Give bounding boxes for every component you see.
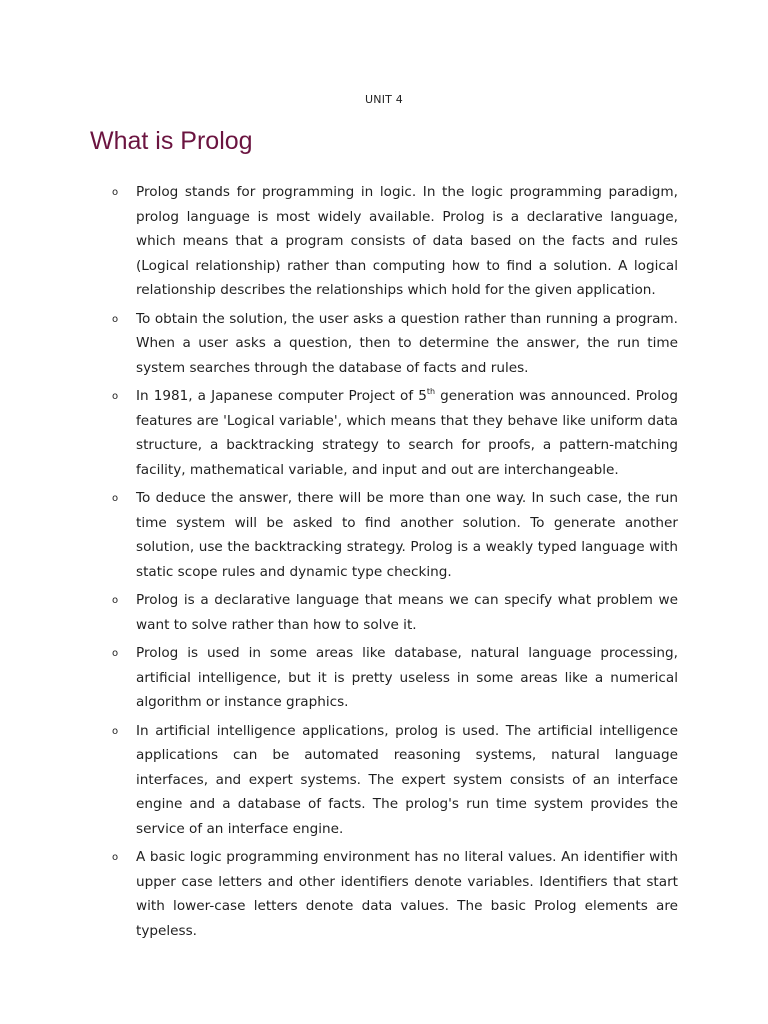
list-item xyxy=(112,180,678,303)
bullet-marker-icon: o xyxy=(112,648,119,659)
list-item xyxy=(112,588,678,637)
bullet-text-part: generation was announced. Prolog features are 'Logical variable', which means that they behave like uniform data structure, a backtracking strategy to search for proofs, a pattern-matching facility, mathematical variable, and input and out are interchangeable. xyxy=(136,388,678,478)
bullet-text: Prolog stands for programming in logic. In the logic programming paradigm, prolog language is most widely available. Prolog is a declarative language, which means that a program consists of data based on the facts and rules (Logical relationship) rather than computing how to find a solution. A logical relationship describes the relationships which hold for the given application. xyxy=(136,184,678,298)
list-item xyxy=(112,641,678,715)
bullet-marker-icon: o xyxy=(112,391,119,402)
bullet-text xyxy=(136,384,678,482)
bullet-list xyxy=(112,180,678,947)
bullet-text-part: In 1981, a Japanese computer Project of 5 xyxy=(136,388,427,404)
bullet-marker-icon: o xyxy=(112,595,119,606)
bullet-text: Prolog is a declarative language that means we can specify what problem we want to solve rather than how to solve it. xyxy=(136,592,678,633)
unit-label: UNIT 4 xyxy=(365,93,403,106)
bullet-marker-icon: o xyxy=(112,313,119,325)
bullet-marker-icon: o xyxy=(112,725,119,737)
page-title: What is Prolog xyxy=(90,127,253,155)
bullet-text: A basic logic programming environment has no literal values. An identifier with upper case letters and other identifiers denote variables. Identifiers that start with lower-case letters denote data values. The basic Prolog elements are typeless. xyxy=(136,849,678,939)
bullet-text: Prolog is used in some areas like database, natural language processing, artificial intelligence, but it is pretty useless in some areas like a numerical algorithm or instance graphics. xyxy=(136,645,678,710)
bullet-text: To deduce the answer, there will be more than one way. In such case, the run time system will be asked to find another solution. To generate another solution, use the backtracking strategy. Prolog is a weakly typed language with static scope rules and dynamic type checking. xyxy=(136,490,678,580)
list-item xyxy=(112,845,678,943)
bullet-marker-icon: o xyxy=(112,852,119,863)
list-item xyxy=(112,719,678,842)
bullet-text: To obtain the solution, the user asks a question rather than running a program. When a user asks a question, then to determine the answer, the run time system searches through the database of facts and rules. xyxy=(136,310,678,376)
list-item xyxy=(112,486,678,584)
ordinal-superscript: th xyxy=(426,387,436,396)
list-item xyxy=(112,384,678,482)
list-item xyxy=(112,307,678,381)
bullet-marker-icon: o xyxy=(112,493,119,504)
bullet-marker-icon: o xyxy=(112,187,119,198)
bullet-text: In artificial intelligence applications, prolog is used. The artificial intelligence applications can be automated reasoning systems, natural language interfaces, and expert systems. The expert system consists of an interface engine and a database of facts. The prolog's run time system provides the service of an interface engine. xyxy=(136,722,678,837)
